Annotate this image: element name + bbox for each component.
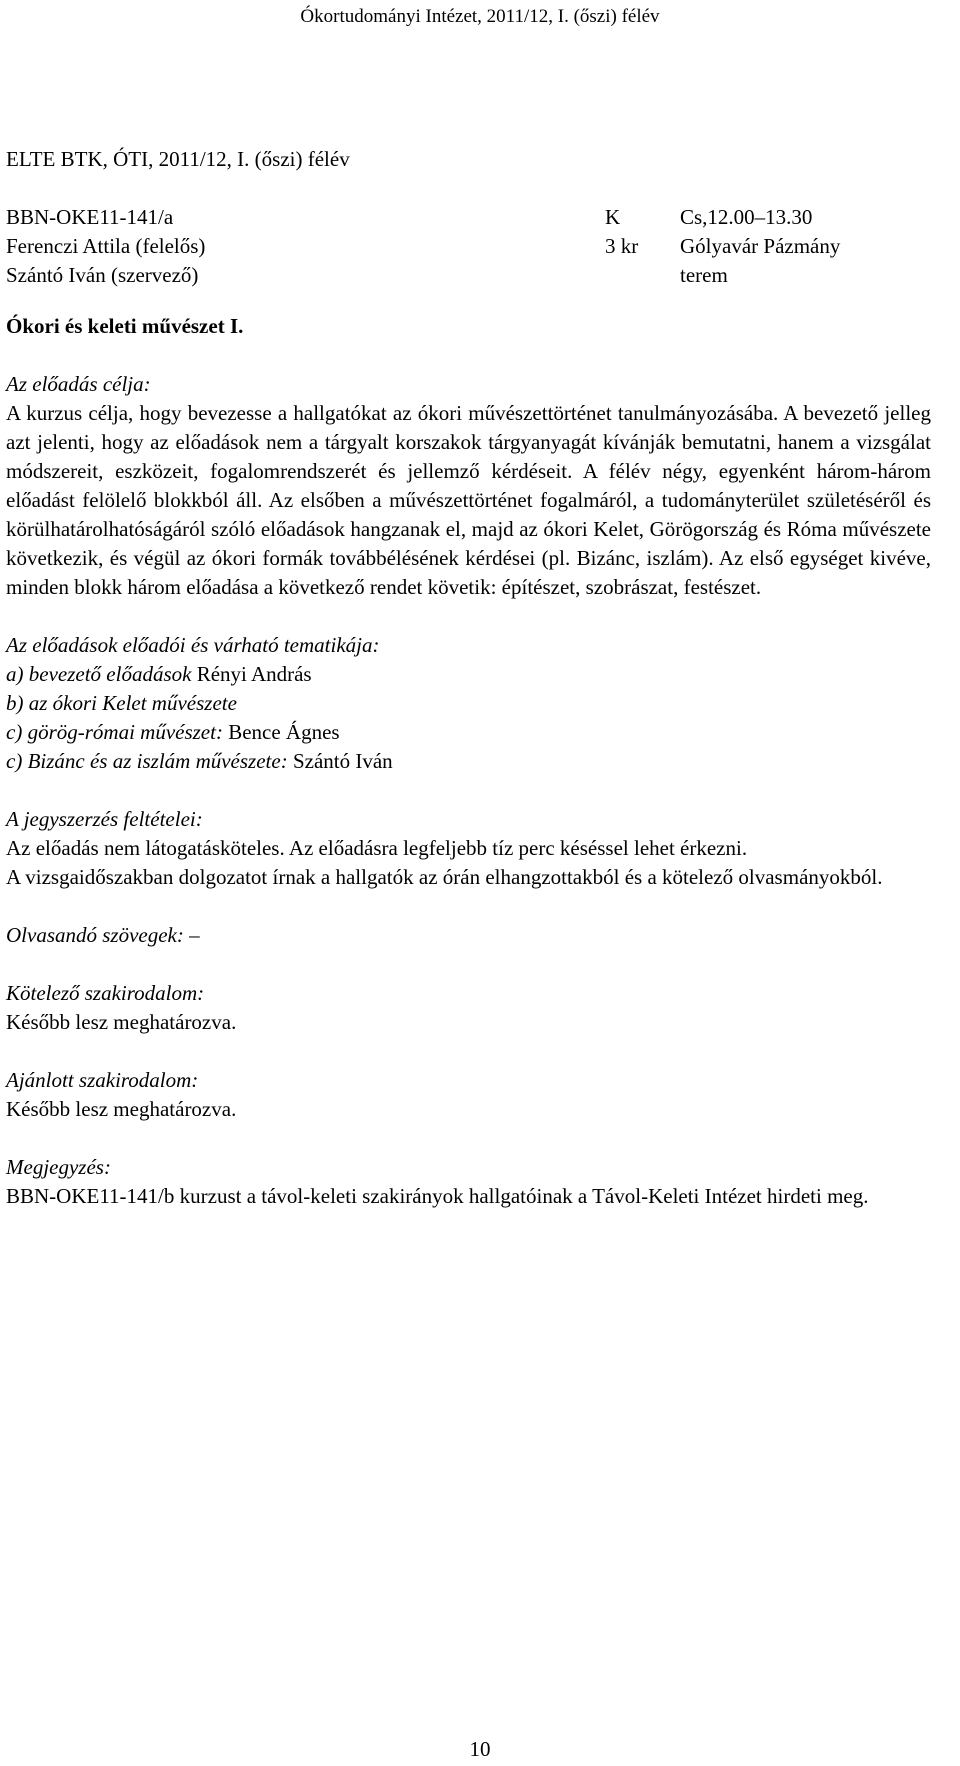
aim-label: Az előadás célja: <box>6 372 151 396</box>
readings-label: Olvasandó szövegek: – <box>6 923 200 947</box>
lecture-lecturer: Szántó Iván <box>292 749 393 773</box>
running-header: Ókortudományi Intézet, 2011/12, I. (őszi) félév <box>300 6 660 27</box>
readings-section <box>6 921 931 950</box>
lecture-topic: b) az ókori Kelet művészete <box>6 691 237 715</box>
recommended-literature-section <box>6 1066 931 1124</box>
lectures-section <box>6 631 931 776</box>
lecture-topic: c) Bizánc és az iszlám művészete: <box>6 749 288 773</box>
content <box>6 145 931 1211</box>
requirements-text-2: A vizsgaidőszakban dolgozatot írnak a hallgatók az órán elhangzottakból és a kötelező olvasmányokból. <box>6 865 883 889</box>
note-section <box>6 1153 931 1211</box>
lecture-topic: c) görög-római művészet: <box>6 720 223 744</box>
lecture-item <box>6 689 931 718</box>
lecture-item <box>6 660 931 689</box>
lecture-item <box>6 718 931 747</box>
course-room-cont: terem <box>680 263 728 287</box>
course-info-block <box>6 203 931 290</box>
course-credits: 3 kr <box>605 234 639 258</box>
lecture-lecturer: Rényi András <box>196 662 312 686</box>
requirements-label: A jegyszerzés feltételei: <box>6 807 203 831</box>
note-label: Megjegyzés: <box>6 1155 111 1179</box>
recommended-literature-text: Később lesz meghatározva. <box>6 1097 237 1121</box>
requirements-text-1: Az előadás nem látogatásköteles. Az előadásra legfeljebb tíz perc késéssel lehet érkezni. <box>6 836 748 860</box>
aim-text: A kurzus célja, hogy bevezesse a hallgatókat az ókori művészettörténet tanulmányozásába. A bevezető jelleg azt jelenti, hogy az előadások nem a tárgyalt korszakok tárgyanyagát kívánják bemutatni, hanem a vizsgálat módszereit, eszközeit, fogalomrendszerét és jellemző kérdéseit. A félév négy, egyenként három-három előadást felölelő blokkból áll. Az elsőben a művészettörténet fogalmáról, a tudományterület születéséről és körülhatárolhatóságáról szóló előadások hangzanak el, majd az ókori Kelet, Görögország és Róma művészete következik, és végül az ókori formák továbbélésének kérdései (pl. Bizánc, iszlám). Az első egységet kivéve, minden blokk három előadása a következő rendet követik: építészet, szobrászat, festészet. <box>6 401 931 599</box>
lectures-label: Az előadások előadói és várható tematikája: <box>6 633 380 657</box>
course-type: K <box>605 205 621 229</box>
lecture-topic: a) bevezető előadások <box>6 662 192 686</box>
lecture-lecturer: Bence Ágnes <box>228 720 340 744</box>
course-empty-cell <box>605 261 680 290</box>
required-literature-label: Kötelező szakirodalom: <box>6 981 205 1005</box>
page-number: 10 <box>469 1737 491 1761</box>
recommended-literature-label: Ajánlott szakirodalom: <box>6 1068 199 1092</box>
aim-section <box>6 370 931 602</box>
course-code: BBN-OKE11-141/a <box>6 205 174 229</box>
course-time: Cs,12.00–13.30 <box>680 205 813 229</box>
note-text: BBN-OKE11-141/b kurzust a távol-keleti szakirányok hallgatóinak a Távol-Keleti Intézet hirdeti meg. <box>6 1184 869 1208</box>
course-organizer: Szántó Iván (szervező) <box>6 263 199 287</box>
required-literature-section <box>6 979 931 1037</box>
course-responsible: Ferenczi Attila (felelős) <box>6 234 206 258</box>
lecture-item <box>6 747 931 776</box>
document-heading: ELTE BTK, ÓTI, 2011/12, I. (őszi) félév <box>6 147 350 171</box>
course-title: Ókori és keleti művészet I. <box>6 314 244 338</box>
course-room: Gólyavár Pázmány <box>680 234 841 258</box>
required-literature-text: Később lesz meghatározva. <box>6 1010 237 1034</box>
requirements-section <box>6 805 931 892</box>
